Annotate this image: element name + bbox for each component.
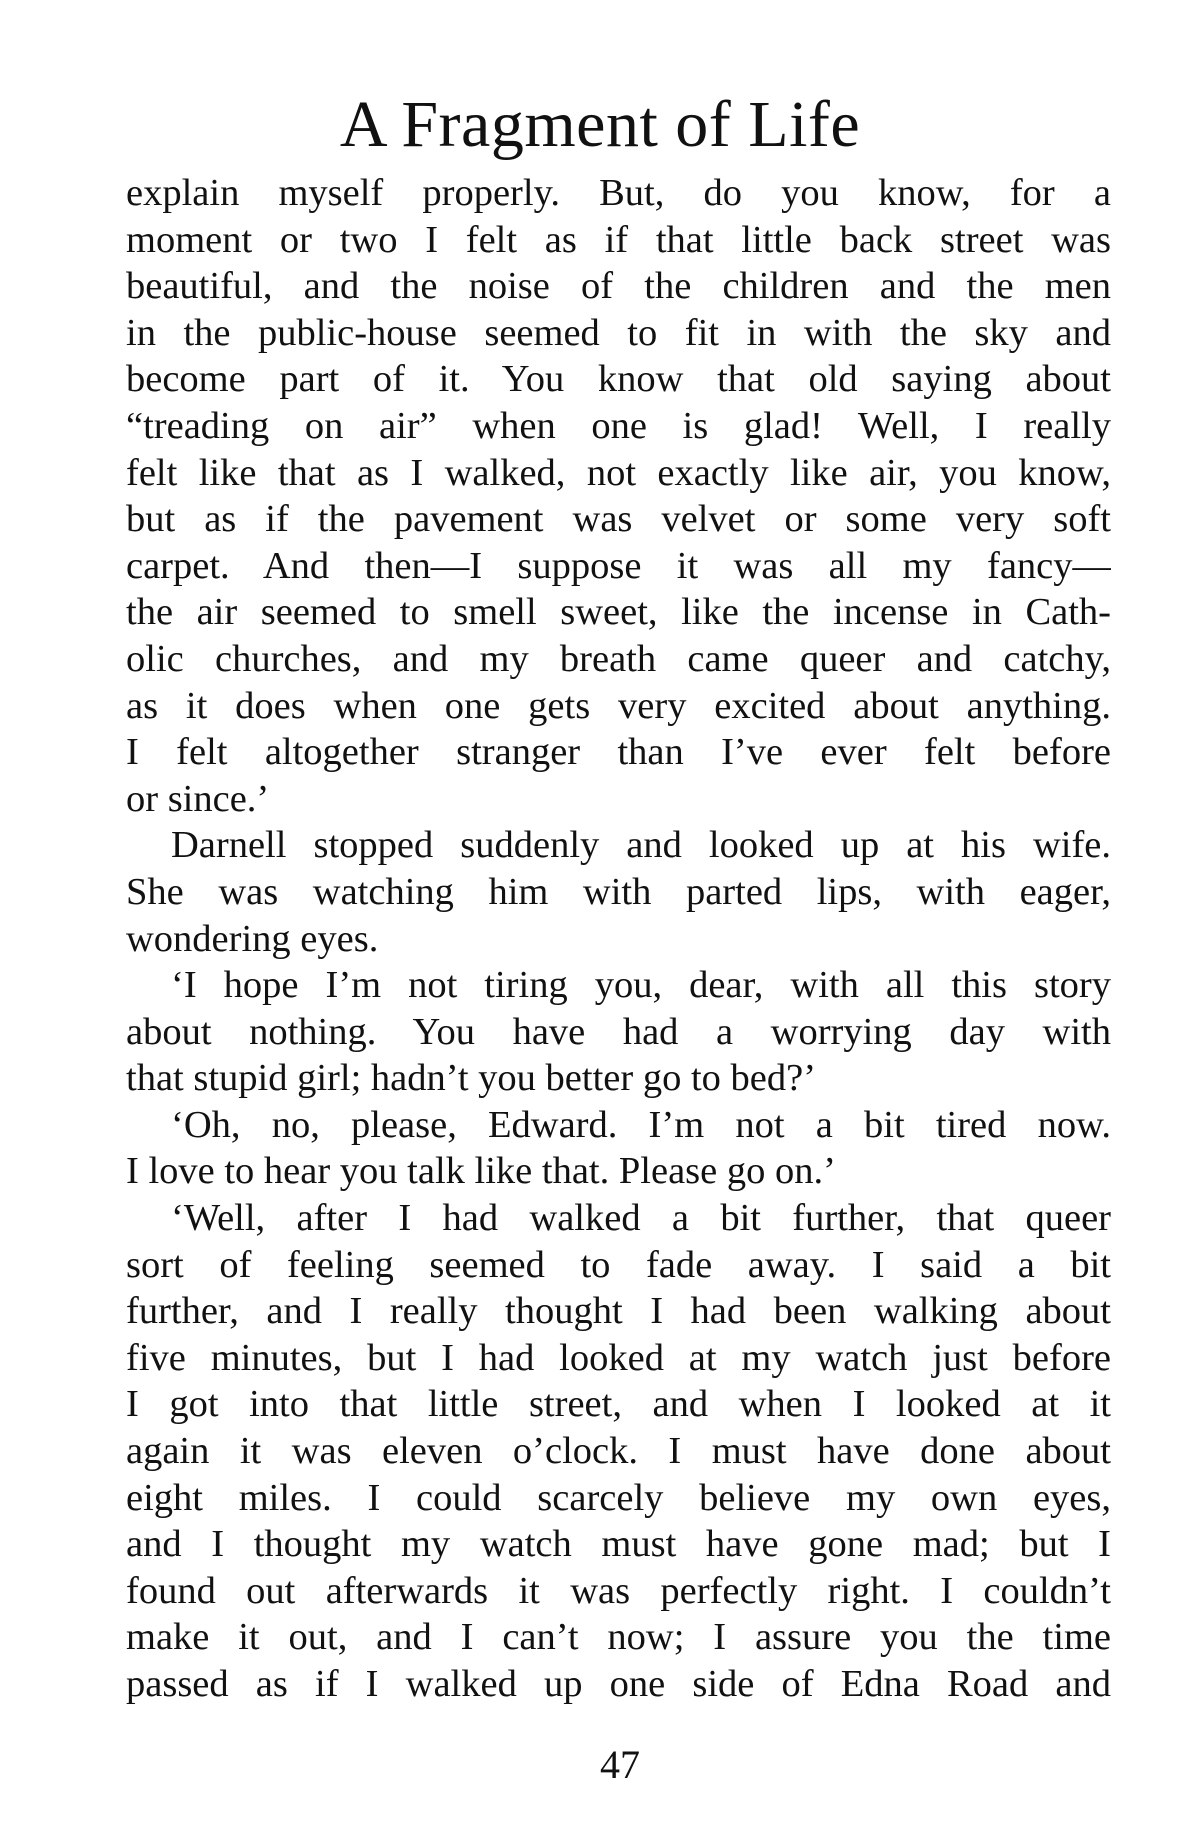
text-line: become part of it. You know that old saying about [126,358,1111,401]
text-line: but as if the pavement was velvet or some very soft [126,498,1111,541]
text-line: Darnell stopped suddenly and looked up at his wife. [171,824,1111,867]
text-line: felt like that as I walked, not exactly like air, you know, [126,451,1111,494]
text-line: ‘Oh, no, please, Edward. I’m not a bit tired now. [171,1103,1111,1146]
text-line: that stupid girl; hadn’t you better go to bed?’ [126,1057,817,1100]
text-line: wondering eyes. [126,917,379,960]
text-line: eight miles. I could scarcely believe my own eyes, [126,1476,1111,1519]
text-line: or since.’ [126,777,270,820]
text-line: the air seemed to smell sweet, like the incense in Cath- [126,591,1111,634]
text-line: ‘Well, after I had walked a bit further, that queer [171,1197,1111,1240]
text-line: further, and I really thought I had been walking about [126,1290,1111,1333]
text-line: “treading on air” when one is glad! Well, I really [126,404,1111,447]
text-line: passed as if I walked up one side of Edna Road and [126,1663,1111,1705]
text-line: I got into that little street, and when I looked at it [126,1383,1111,1426]
text-line: sort of feeling seemed to fade away. I said a bit [126,1243,1111,1286]
page-number: 47 [600,1742,640,1787]
text-line: moment or two I felt as if that little back street was [126,218,1111,261]
text-line: I love to hear you talk like that. Please go on.’ [126,1150,836,1193]
text-line: I felt altogether stranger than I’ve ever felt before [126,731,1111,774]
body-text [126,170,1111,1708]
text-line: explain myself properly. But, do you know, for a [126,172,1111,214]
text-line: beautiful, and the noise of the children and the men [126,265,1111,308]
text-line: found out afterwards it was perfectly right. I couldn’t [126,1569,1111,1612]
text-line: about nothing. You have had a worrying day with [126,1010,1111,1053]
text-line: olic churches, and my breath came queer and catchy, [126,637,1111,680]
text-line: make it out, and I can’t now; I assure you the time [126,1616,1111,1659]
running-head: A Fragment of Life [339,88,861,161]
text-line: as it does when one gets very excited about anything. [126,684,1111,727]
text-line: five minutes, but I had looked at my watch just before [126,1336,1111,1379]
text-line: She was watching him with parted lips, with eager, [126,870,1111,913]
text-line: and I thought my watch must have gone mad; but I [126,1523,1111,1566]
text-line: ‘I hope I’m not tiring you, dear, with all this story [171,964,1111,1007]
text-line: in the public-house seemed to fit in with the sky and [126,311,1111,354]
text-line: carpet. And then—I suppose it was all my fancy— [126,544,1111,587]
text-line: again it was eleven o’clock. I must have done about [126,1430,1111,1473]
